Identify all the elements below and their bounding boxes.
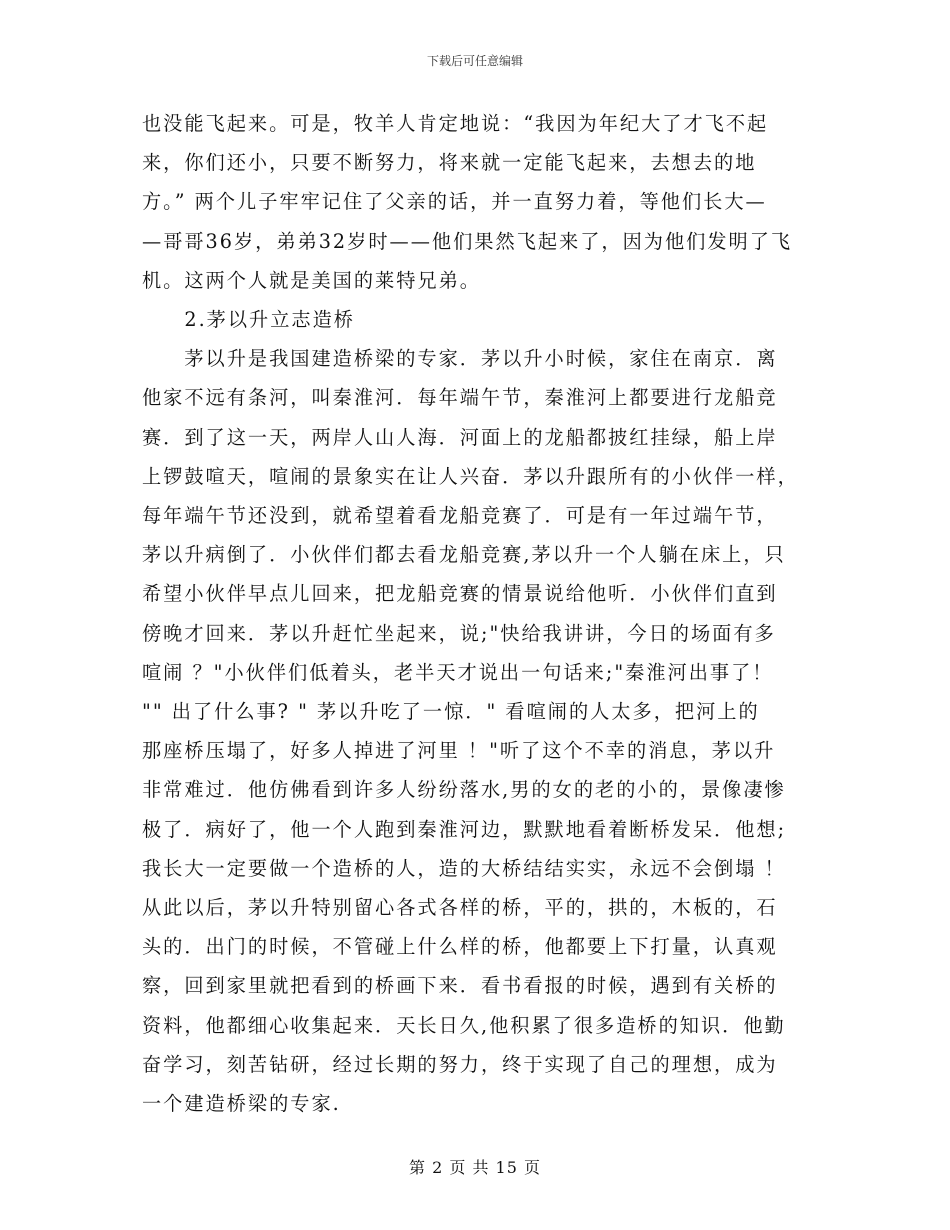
text-line: 也没能飞起来。可是，牧羊人肯定地说：“我因为年纪大了才飞不起 [142,112,769,135]
text-line: 从此以后，茅以升特别留心各式各样的桥，平的，拱的，木板的，石 [142,896,778,920]
text-line: 一个建造桥梁的专家. [142,1092,341,1116]
text-line: 茅以升是我国建造桥梁的专家．茅以升小时候，家住在南京．离 [142,347,778,371]
text-line: 来，你们还小，只要不断努力，将来就一定能飞起来，去想去的地 [142,151,757,175]
text-line: 资料，他都细心收集起来．天长日久,他积累了很多造桥的知识．他勤 [142,1013,786,1037]
text-line: 极了．病好了，他一个人跑到秦淮河边，默默地看着断桥发呆．他想; [142,817,787,841]
text-line: 喧闹 ？"小伙伴们低着头，老半天才说出一句话来;"秦淮河出事了！ [142,660,774,684]
body-text [142,104,810,1123]
page-footer: 第 2 页 共 15 页 [409,1158,541,1177]
text-line: 头的．出门的时候，不管碰上什么样的桥，他都要上下打量，认真观 [142,935,778,959]
text-line: 2.茅以升立志造桥 [142,308,355,332]
text-line: "" 出了什么事? " 茅以升吃了一惊．" 看喧闹的人太多，把河上的 [142,700,760,724]
text-line: 察，回到家里就把看到的桥画下来．看书看报的时候，遇到有关桥的 [142,974,778,998]
text-line: 傍晚才回来．茅以升赶忙坐起来，说;"快给我讲讲，今日的场面有多 [142,621,776,645]
text-line: —哥哥36岁，弟弟32岁时——他们果然飞起来了，因为他们发明了飞 [142,229,793,253]
text-line: 上锣鼓喧天，喧闹的景象实在让人兴奋．茅以升跟所有的小伙伴一样， [142,464,799,488]
text-line: 每年端午节还没到，就希望着看龙船竞赛了．可是有一年过端午节， [142,504,778,528]
text-line: 茅以升病倒了．小伙伴们都去看龙船竞赛,茅以升一个人躺在床上，只 [142,543,786,567]
text-line: 我长大一定要做一个造桥的人，造的大桥结结实实，永远不会倒塌 ！ [142,856,786,880]
text-line: 他家不远有条河，叫秦淮河．每年端午节，秦淮河上都要进行龙船竞 [142,386,778,410]
page-header: 下载后可任意编辑 [426,54,523,68]
text-line: 非常难过．他仿佛看到许多人纷纷落水,男的女的老的小的，景像凄惨 [142,778,786,802]
text-line: 希望小伙伴早点儿回来，把龙船竞赛的情景说给他听．小伙伴们直到 [142,582,778,606]
text-line: 方。” 两个儿子牢牢记住了父亲的话，并一直努力着，等他们长大— [142,190,767,214]
text-line: 机。这两个人就是美国的莱特兄弟。 [142,268,481,292]
text-line: 那座桥压塌了，好多人掉进了河里 ！"听了这个不幸的消息，茅以升 [142,739,776,763]
text-line: 赛．到了这一天，两岸人山人海．河面上的龙船都披红挂绿，船上岸 [142,425,778,449]
text-line: 奋学习，刻苦钻研，经过长期的努力，终于实现了自己的理想，成为 [142,1052,778,1076]
